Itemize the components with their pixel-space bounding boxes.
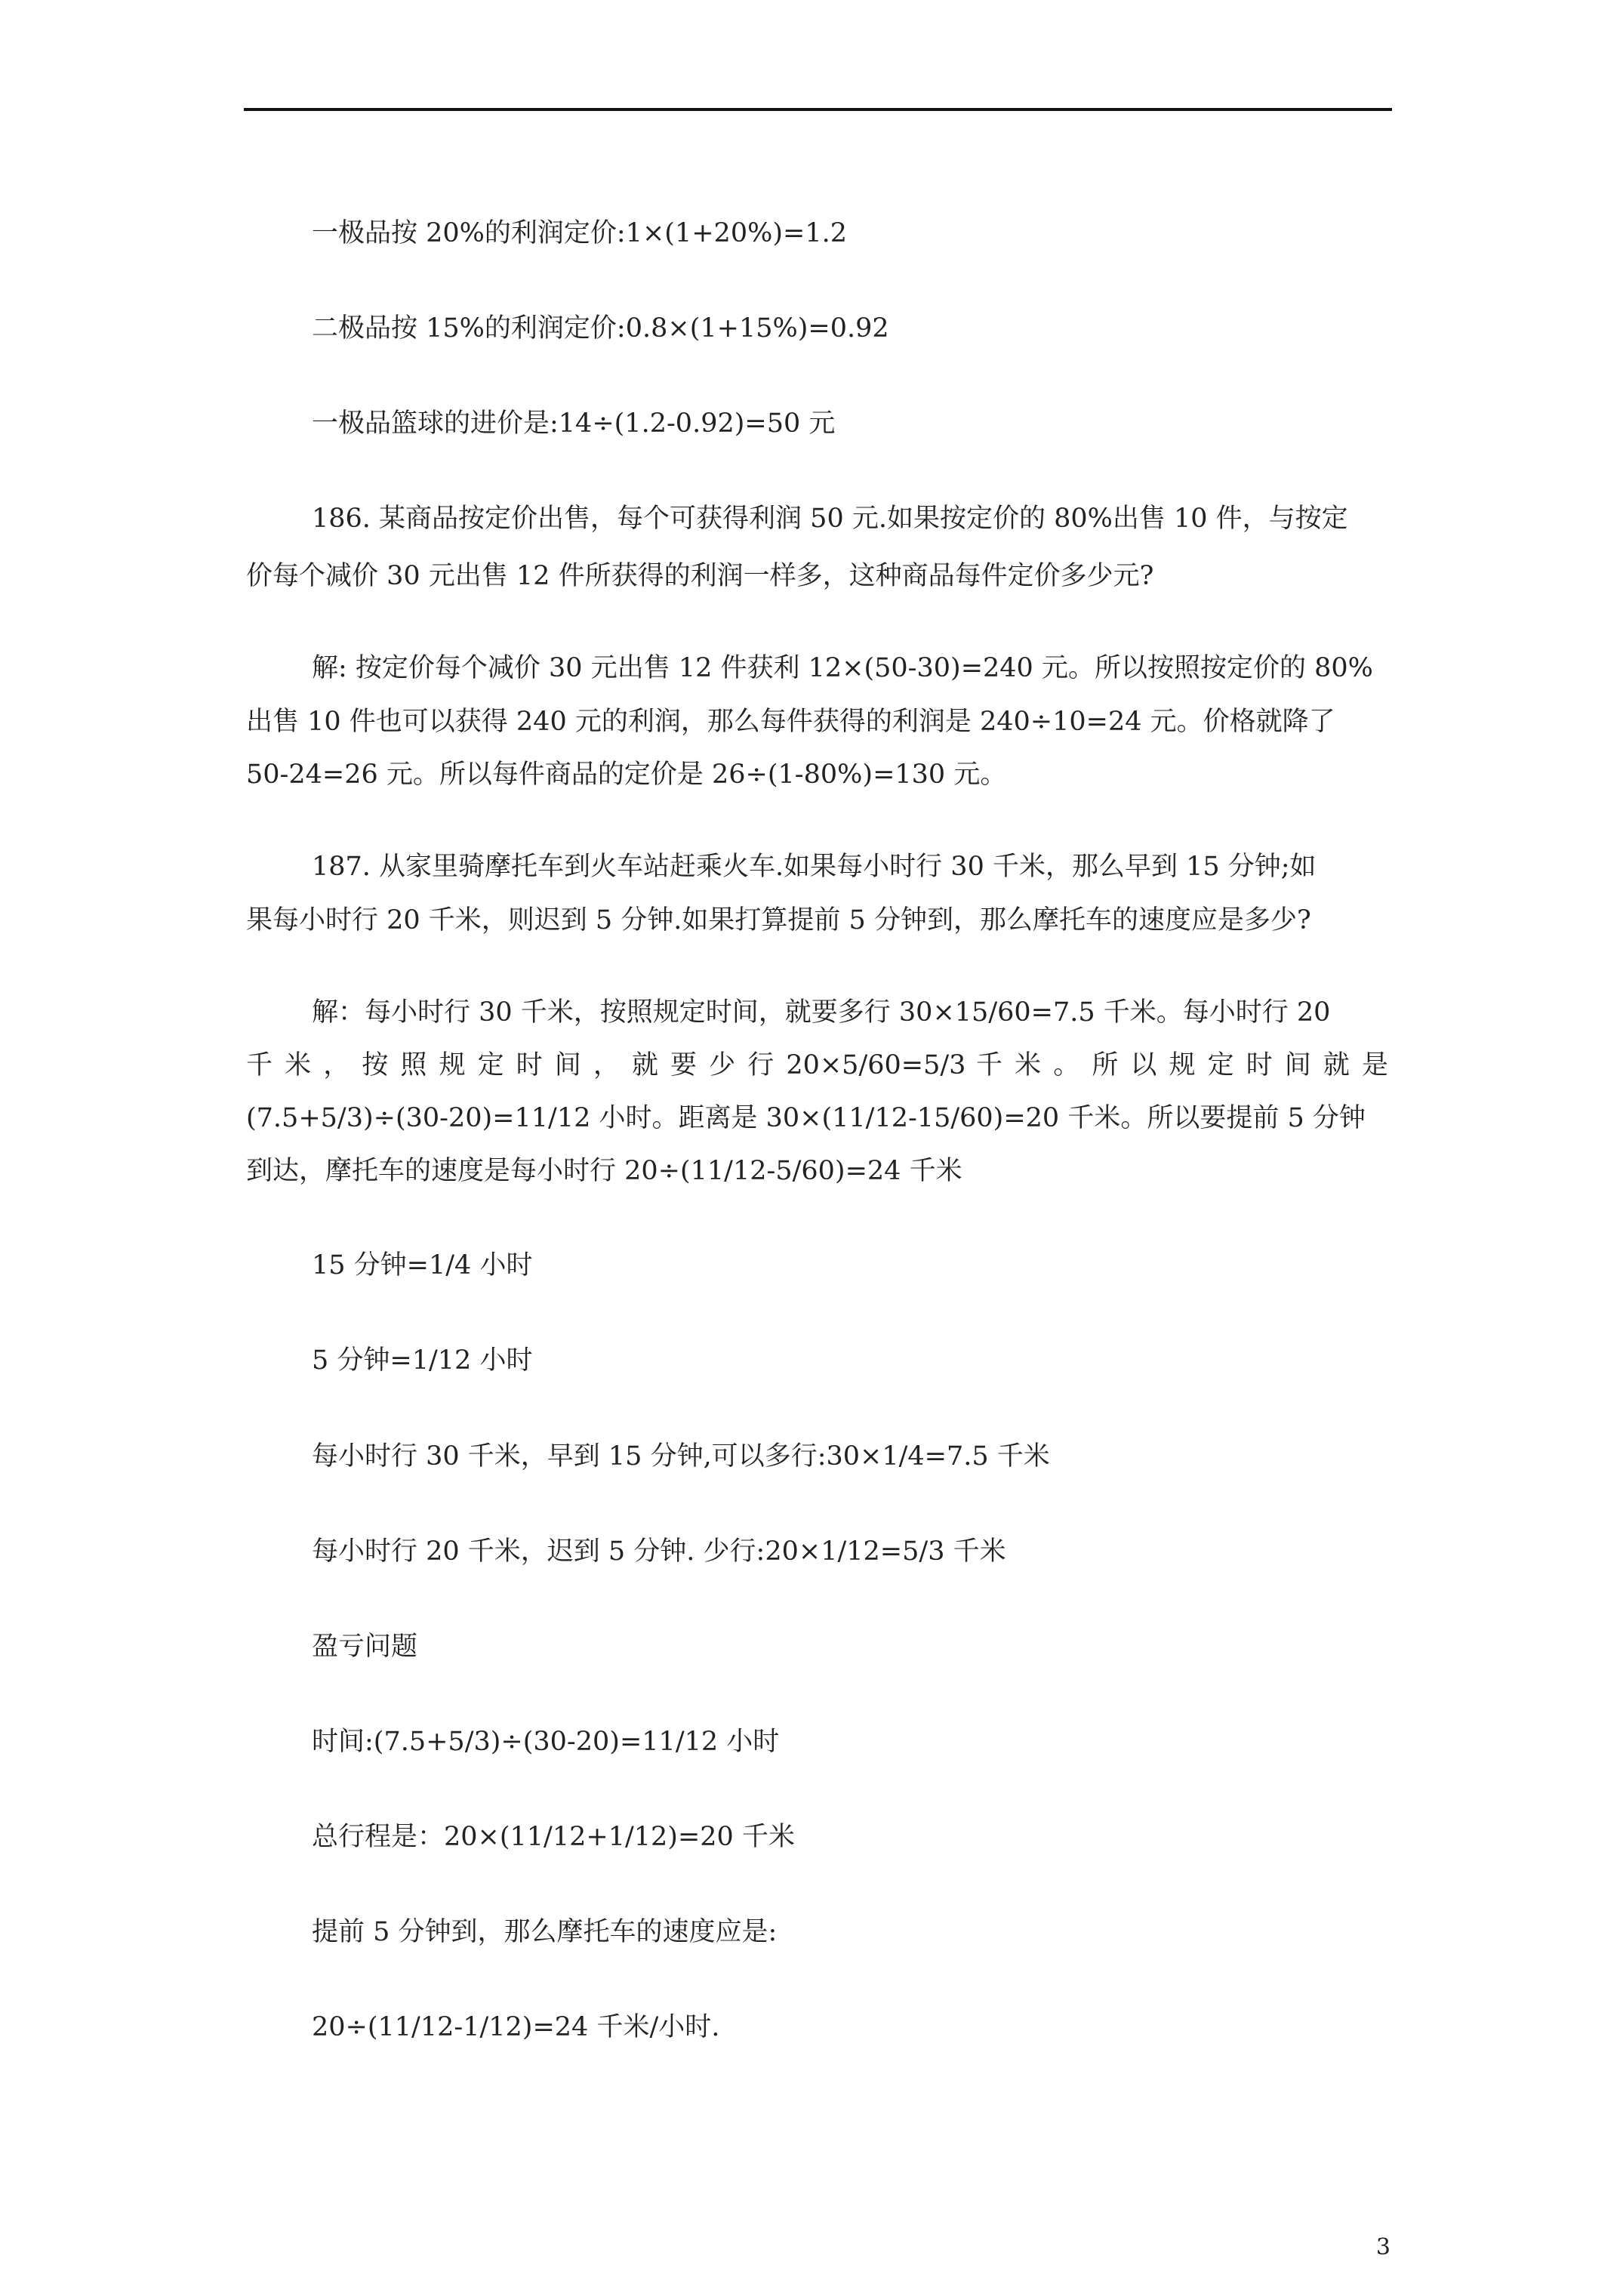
solution-187-line-1: 解：每小时行 30 千米，按照规定时间，就要多行 30×15/60=7.5 千米。每小时行 20 <box>312 997 1331 1028</box>
text-line-purchase-price: 一极品篮球的进价是:14÷(1.2-0.92)=50 元 <box>312 408 836 439</box>
note-line-speed-answer: 20÷(11/12-1/12)=24 千米/小时. <box>312 2012 720 2042</box>
note-line-late-arrival: 每小时行 20 千米，迟到 5 分钟. 少行:20×1/12=5/3 千米 <box>312 1536 1006 1567</box>
solution-186-line-2: 出售 10 件也可以获得 240 元的利润，那么每件获得的利润是 240÷10=24 元。价格就降了 <box>246 707 1335 737</box>
note-line-speed-question: 提前 5 分钟到，那么摩托车的速度应是: <box>312 1917 778 1947</box>
text-line-first-grade-price: 一极品按 20%的利润定价:1×(1+20%)=1.2 <box>312 218 847 248</box>
text-line-second-grade-price: 二极品按 15%的利润定价:0.8×(1+15%)=0.92 <box>312 313 889 344</box>
note-line-surplus-deficit: 盈亏问题 <box>312 1632 418 1662</box>
page-number: 3 <box>1375 2234 1390 2261</box>
note-line-5-minutes: 5 分钟=1/12 小时 <box>312 1345 533 1376</box>
solution-187-line-3: (7.5+5/3)÷(30-20)=11/12 小时。距离是 30×(11/12-15/60)=20 千米。所以要提前 5 分钟 <box>246 1103 1366 1133</box>
note-line-total-distance: 总行程是：20×(11/12+1/12)=20 千米 <box>312 1822 795 1852</box>
problem-186-line-1: 186. 某商品按定价出售，每个可获得利润 50 元.如果按定价的 80%出售 10 件，与按定 <box>312 504 1348 534</box>
header-rule <box>244 108 1392 111</box>
problem-187-line-2: 果每小时行 20 千米，则迟到 5 分钟.如果打算提前 5 分钟到，那么摩托车的速度应是多少? <box>246 905 1311 935</box>
solution-186-line-1: 解: 按定价每个减价 30 元出售 12 件获利 12×(50-30)=240 元。所以按照按定价的 80% <box>312 653 1373 683</box>
note-line-early-arrival: 每小时行 30 千米，早到 15 分钟,可以多行:30×1/4=7.5 千米 <box>312 1441 1050 1472</box>
note-line-time: 时间:(7.5+5/3)÷(30-20)=11/12 小时 <box>312 1727 780 1757</box>
solution-186-line-3: 50-24=26 元。所以每件商品的定价是 26÷(1-80%)=130 元。 <box>246 760 1007 790</box>
problem-186-line-2: 价每个减价 30 元出售 12 件所获得的利润一样多，这种商品每件定价多少元? <box>246 561 1154 591</box>
solution-187-line-2: 千 米 ， 按 照 规 定 时 间 ， 就 要 少 行 20×5/60=5/3 千 米 。 所 以 规 定 时 间 就 是 <box>246 1050 1388 1080</box>
problem-187-line-1: 187. 从家里骑摩托车到火车站赶乘火车.如果每小时行 30 千米，那么早到 15 分钟;如 <box>312 852 1317 882</box>
solution-187-line-4: 到达，摩托车的速度是每小时行 20÷(11/12-5/60)=24 千米 <box>246 1156 962 1186</box>
note-line-15-minutes: 15 分钟=1/4 小时 <box>312 1250 533 1281</box>
